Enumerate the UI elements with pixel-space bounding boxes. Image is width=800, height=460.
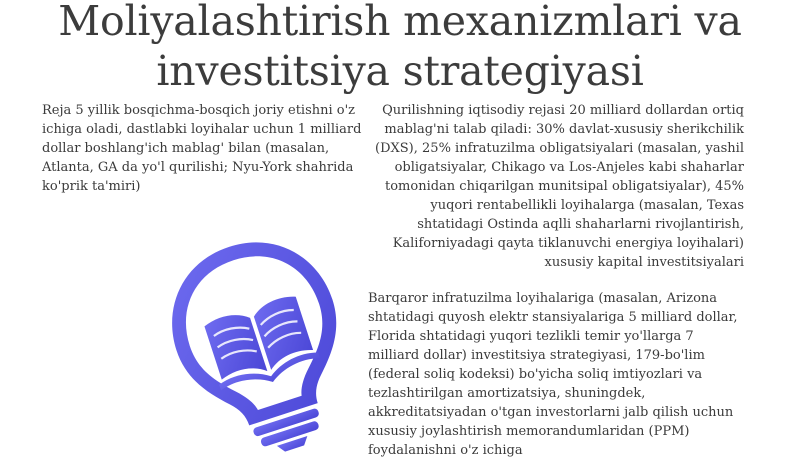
right-paragraph-strategy: Barqaror infratuzilma loyihalariga (masalan, Arizona shtatidagi quyosh elektr stansiyalariga 5 milliard dollar, Florida shtatidagi yuqori tezlikli temir yo'llarga 7 milliard dollar) investitsiya strategiyasi, 179-bo'lim (federal soliq kodeksi) bo'yicha soliq imtiyozlari va tezlashtirilgan amortizatsiya, shuningdek, akkreditatsiyadan o'tgan investorlarni jalb qilish uchun xususiy joylashtirish memorandumlaridan (PPM) foydalanishni o'z ichiga	[368, 291, 738, 458]
lightbulb-book-icon	[160, 232, 360, 452]
page-title	[0, 0, 800, 96]
page-title-line-1: Moliyalashtirish mexanizmlari va	[58, 0, 742, 45]
page-title-line-2: investitsiya strategiyasi	[156, 47, 644, 95]
right-paragraph-financing: Qurilishning iqtisodiy rejasi 20 milliard dollardan ortiq mablag'ni talab qiladi: 30% davlat-xususiy sherikchilik (DXS), 25% infratuzilma obligatsiyalari (masalan, yashil obligatsiyalar, Chikago va Los-Anjeles kabi shaharlar tomonidan chiqarilgan munitsipal obligatsiyalar), 45% yuqori rentabellikli loyihalarga (masalan, Texas shtatidagi Ostinda aqlli shaharlarni rivojlantirish, Kaliforniyadagi qayta tiklanuvchi energiya loyihalari) xususiy kapital investitsiyalari	[375, 103, 744, 270]
left-paragraph: Reja 5 yillik bosqichma-bosqich joriy etishni o'z ichiga oladi, dastlabki loyihalar uchun 1 milliard dollar boshlang'ich mablag' bilan (masalan, Atlanta, GA da yo'l qurilishi; Nyu-York shahrida ko'prik ta'miri)	[42, 103, 362, 194]
